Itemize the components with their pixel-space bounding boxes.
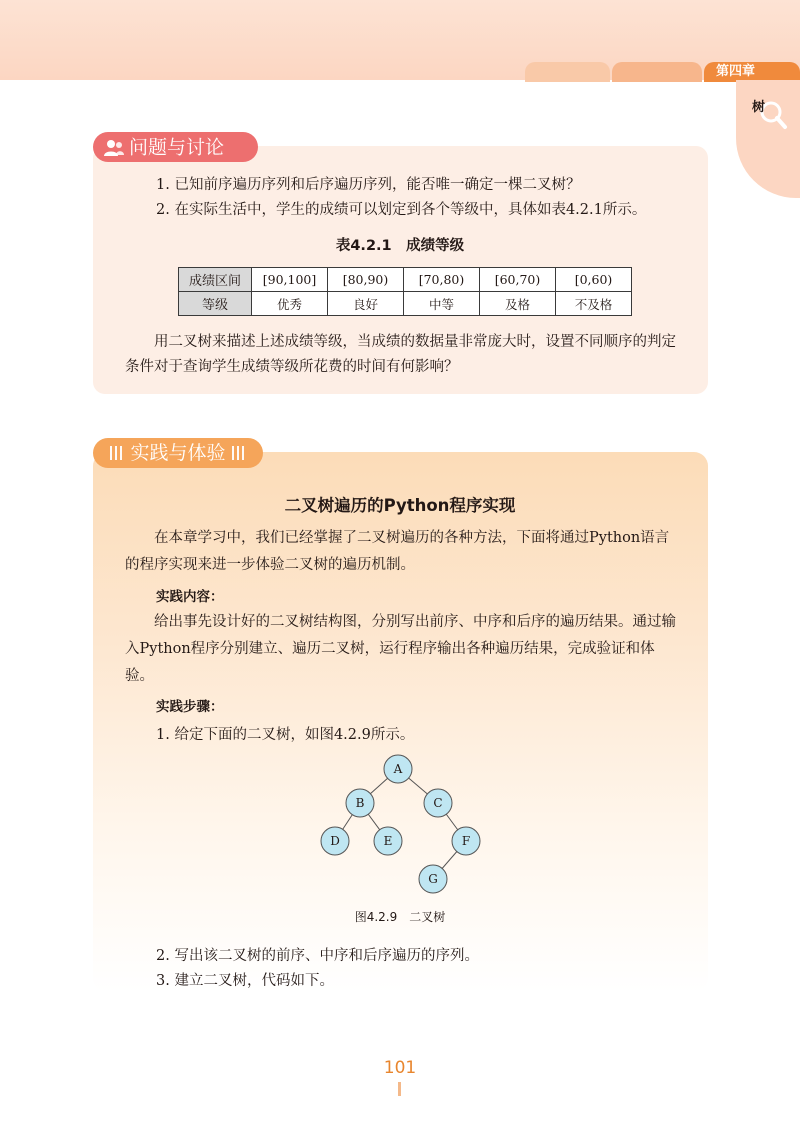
table-row [179, 292, 632, 316]
steps-label: 实践步骤： [156, 699, 224, 715]
question-1: 1. 已知前序遍历序列和后序遍历序列，能否唯一确定一棵二叉树？ [156, 177, 581, 193]
practice-title-text: 实践与体验 [130, 442, 226, 464]
tree-node-label: D [330, 834, 340, 848]
table-cell: 优秀 [252, 292, 328, 316]
page-number: 101 [383, 1058, 417, 1078]
chapter-tab: 第四章 [704, 62, 800, 82]
binary-tree-figure [300, 748, 500, 896]
figure-caption: 图4.2.9 二叉树 [354, 910, 446, 924]
table-cell: [0,60) [556, 268, 632, 292]
table-header-cell: 等级 [179, 292, 252, 316]
tree-node-label: G [428, 872, 438, 886]
table-cell: [60,70) [480, 268, 556, 292]
discussion-title-text: 问题与讨论 [129, 136, 225, 159]
header-tab-decor [525, 62, 610, 82]
tree-node-label: A [393, 762, 403, 776]
table-cell: 中等 [404, 292, 480, 316]
tree-node-label: B [355, 796, 365, 810]
bars-icon [110, 446, 124, 460]
step-3: 3. 建立二叉树，代码如下。 [156, 973, 334, 989]
table-cell: [80,90) [328, 268, 404, 292]
discussion-paragraph: 用二叉树来描述上述成绩等级，当成绩的数据量非常庞大时，设置不同顺序的判定条件对于查询学生成绩等级所花费的时间有何影响？ [125, 334, 676, 375]
page-tick [398, 1082, 401, 1096]
question-2: 2. 在实际生活中，学生的成绩可以划定到各个等级中，具体如表4.2.1所示。 [156, 202, 647, 218]
practice-intro: 在本章学习中，我们已经掌握了二叉树遍历的各种方法，下面将通过Python语言的程序实现来进一步体验二叉树的遍历机制。 [125, 530, 670, 573]
table-caption: 表4.2.1 成绩等级 [335, 238, 465, 254]
header-tab-decor [612, 62, 702, 82]
practice-heading: 二叉树遍历的Python程序实现 [284, 496, 516, 515]
bars-icon [232, 446, 246, 460]
table-cell: 及格 [480, 292, 556, 316]
content-label: 实践内容： [156, 589, 224, 605]
table-cell: 不及格 [556, 292, 632, 316]
table-header-cell: 成绩区间 [179, 268, 252, 292]
step-2: 2. 写出该二叉树的前序、中序和后序遍历的序列。 [156, 948, 479, 964]
side-label: 树 [752, 100, 766, 115]
tree-node-label: E [383, 834, 393, 848]
side-tab [736, 80, 800, 198]
grade-table [178, 267, 632, 316]
practice-content: 给出事先设计好的二叉树结构图，分别写出前序、中序和后序的遍历结果。通过输入Python程序分别建立、遍历二叉树，运行程序输出各种遍历结果，完成验证和体验。 [125, 614, 676, 684]
discussion-title [93, 132, 258, 162]
tree-node-label: C [433, 796, 443, 810]
practice-title [93, 438, 263, 468]
people-icon [103, 139, 125, 157]
step-1: 1. 给定下面的二叉树，如图4.2.9所示。 [156, 727, 415, 743]
table-cell: [90,100] [252, 268, 328, 292]
tree-node-label: F [461, 834, 471, 848]
table-row [179, 268, 632, 292]
table-cell: 良好 [328, 292, 404, 316]
table-cell: [70,80) [404, 268, 480, 292]
